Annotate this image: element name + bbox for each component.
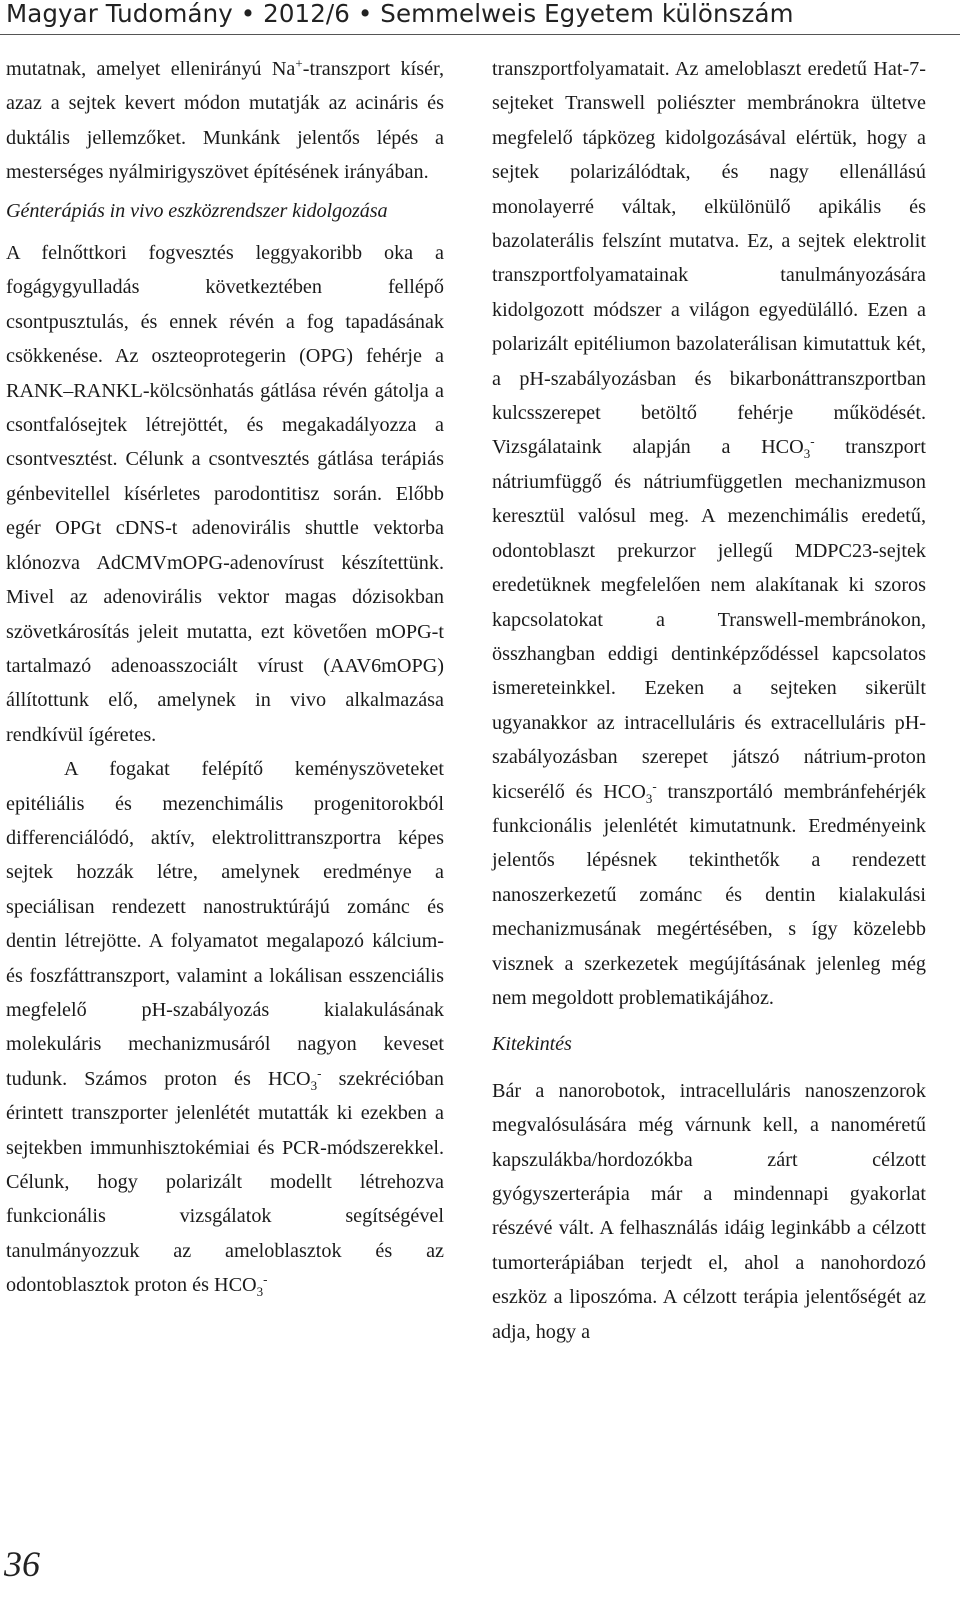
text-run: transzportfolyamatait. Az ameloblaszt eredetű Hat-7-sejteket Transwell poliészter membránokra ültetve megfelelő tápközeg kidolgozásával elértük, hogy a sejtek polarizálódtak, és nagy ellenállású monolayerré váltak, elkülönülő apikális és bazolaterális felszínt mutatva. Ez, a sejtek elektrolit transzportfolyamatainak tanulmányozására kidolgozott módszer a világon egyedülálló. Ezen a polarizált epitéliumon bazolaterálisan kimutattuk két, a pH-szabályozásban és bikarbonáttranszportban kulcsszerepet betöltő fehérje működését. Vizsgálataink alapján a HCO [492, 58, 926, 459]
subscript: 3 [310, 1077, 318, 1093]
section-heading: Génterápiás in vivo eszközrendszer kidolgozása [6, 199, 388, 222]
page-number: 36 [4, 1544, 40, 1584]
text-run: -transzport kísér, azaz a sejtek kevert módon mutatják az acináris és duktális jellemzőket. Munkánk jelentős lépés a mesterséges nyálmirigyszövet építésének irányában. [6, 58, 444, 184]
superscript: + [295, 55, 303, 71]
superscript: - [652, 777, 657, 793]
issue-number: 2012/6 [263, 0, 350, 28]
superscript: - [317, 1065, 322, 1081]
paragraph [6, 752, 444, 1303]
text-run: transzportáló membránfehérjék funkcionális jelenlétét kimutatnunk. Eredményeink jelentős lépésnek tekinthetők a rendezett nanoszerkezetű zománc és dentin kialakulási mechanizmusának megértésében, s így közelebb visznek a szerkezetek megújításának jelenleg még nem megoldott problematikájához. [492, 780, 926, 1009]
paragraph: A felnőttkori fogvesztés leggyakoribb oka a fogágygyulladás következtében fellépő csontpusztulás, és ennek révén a fog tapadásának csökkenése. Az oszteoprotegerin (OPG) fehérje a RANK–RANKL-kölcsönhatás gátlása révén gátolja a csontfalósejtek létrejöttét, és megakadályozza a csontvesztést. Célunk a csontvesztés gátlása terápiás génbevitellel kísérletes parodontitisz során. Előbb egér OPGt cDNS-t adenovirális shuttle vektorba klónozva AdCMVmOPG-adenovírust készítettünk. Mivel az adenovirális vektor magas dózisokban szövetkárosítás jeleit mutatta, ezt követően mOPG-t tartalmazó adenoasszociált vírust (AAV6mOPG) állítottunk elő, amelynek in vivo alkalmazása rendkívül ígéretes. [6, 242, 444, 746]
paragraph: Bár a nanorobotok, intracelluláris nanoszenzorok megvalósulására még várnunk kell, a nanoméretű kapszulákba/hordozókba zárt célzott gyógyszerterápia már a mindennapi gyakorlat részévé vált. A felhasználás idáig leginkább a célzott tumorterápiában terjedt el, ahol a nanohordozó eszköz a liposzóma. A célzott terápia jelentőségét az adja, hogy a [492, 1079, 926, 1343]
superscript: - [263, 1271, 268, 1287]
text-run: mutatnak, amelyet ellenirányú Na [6, 58, 296, 80]
header-rule [0, 34, 960, 35]
paragraph [492, 52, 926, 1015]
text-run: transzport nátriumfüggő és nátriumfüggetlen mechanizmuson keresztül valósul meg. A mezenchimális eredetű, odontoblaszt prekurzor jellegű MDPC23-sejtek eredetüknek megfelelően nem alakítanak ki szoros kapcsolatokat a Transwell-membránokon, összhangban eddigi dentinképződéssel kapcsolatos ismereteinkkel. Ezeken a sejteken sikerült ugyanakkor az intracelluláris és extracelluláris pH-szabályozásban szerepet játszó nátrium-proton kicserélő és HCO [492, 436, 926, 803]
section-heading: Kitekintés [492, 1033, 572, 1056]
right-column [492, 52, 926, 1349]
section-title: Semmelweis Egyetem különszám [380, 0, 794, 28]
header-separator: • [357, 0, 373, 28]
journal-title: Magyar Tudomány [6, 0, 233, 28]
superscript: - [810, 433, 815, 449]
left-column [6, 52, 444, 1303]
text-run: A fogakat felépítő keményszöveteket epitéliális és mezenchimális progenitorokból differenciálódó, aktív, elektrolittranszportra képes sejtek hozzák létre, amelynek eredménye a speciálisan rendezett nanostruktúrájú zománc és dentin létrejötte. A folyamatot megalapozó kálcium- és foszfáttranszport, valamint a lokálisan esszenciális megfelelő pH-szabályozás kialakulásának molekuláris mechanizmusáról nagyon keveset tudunk. Számos proton és HCO [6, 758, 444, 1090]
subscript: 3 [645, 790, 653, 806]
subscript: 3 [256, 1284, 264, 1300]
paragraph [6, 52, 444, 190]
subscript: 3 [803, 446, 811, 462]
running-header [6, 0, 946, 34]
header-separator: • [240, 0, 256, 28]
text-run: szekrécióban érintett transzporter jelenlétét mutatták ki ezekben a sejtekben immunhisztokémiai és PCR-módszerekkel. Célunk, hogy polarizált modellt létrehozva funkcionális vizsgálatok segítségével tanulmányozzuk az ameloblasztok és az odontoblasztok proton és HCO [6, 1067, 444, 1297]
